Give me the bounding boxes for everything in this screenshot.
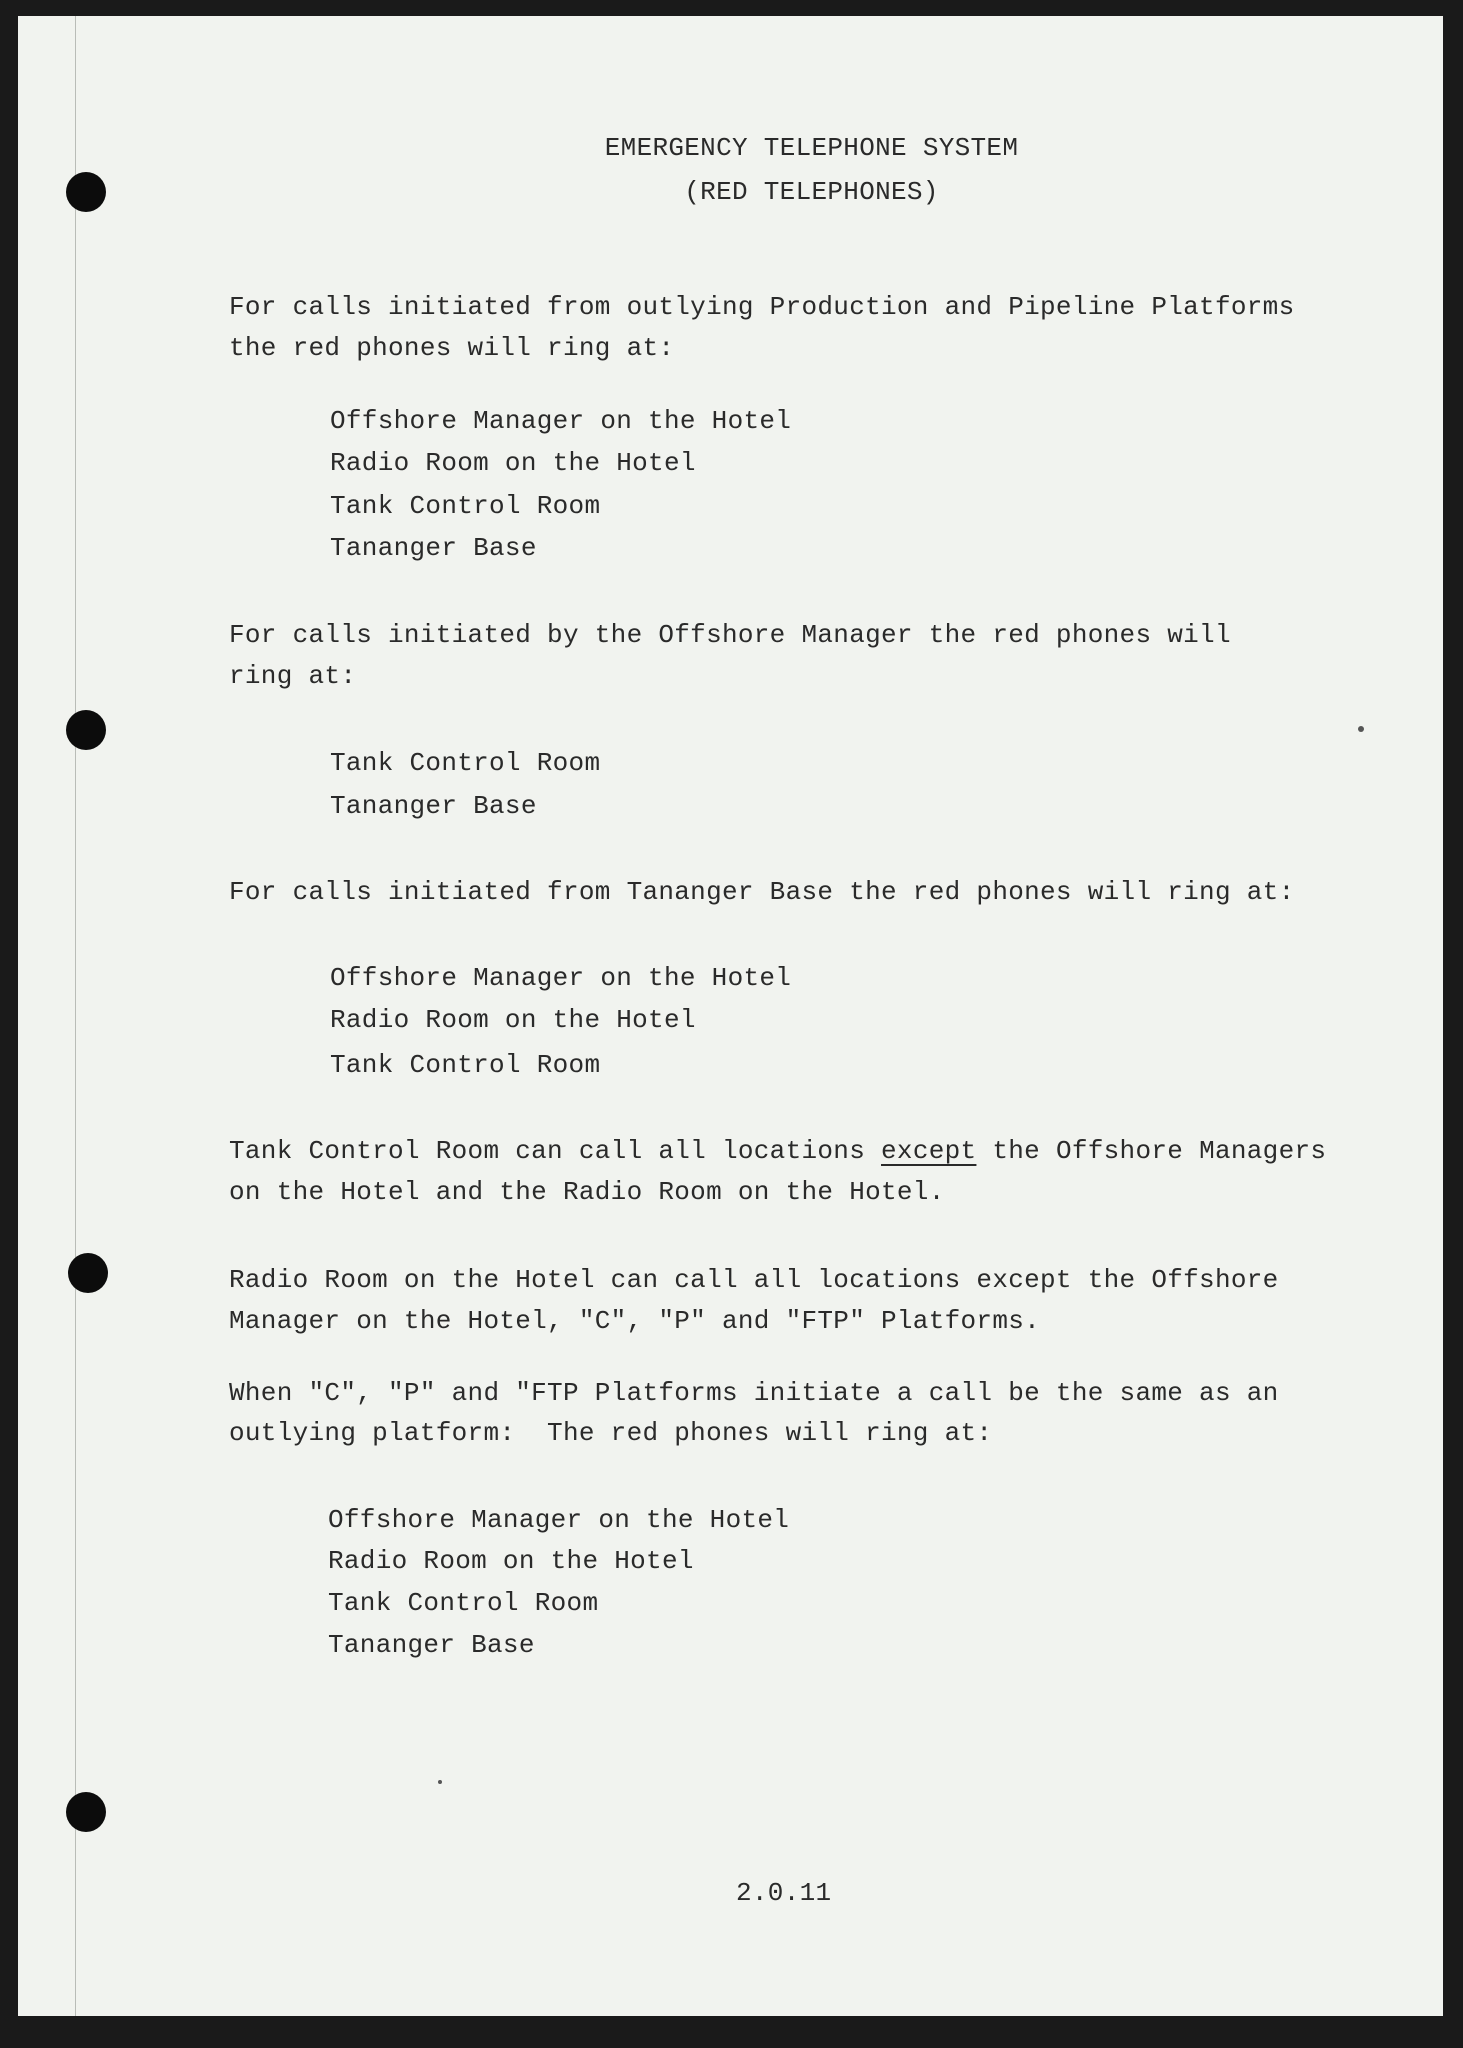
tank-text-post: the Offshore Managers xyxy=(976,1136,1327,1166)
document-subtitle: (RED TELEPHONES) xyxy=(684,177,939,207)
emphasis-except: except xyxy=(881,1136,977,1166)
list-item: Radio Room on the Hotel xyxy=(330,448,696,478)
section-intro-line: For calls initiated from Tananger Base the red phones will ring at: xyxy=(229,877,1295,907)
page-number: 2.0.11 xyxy=(736,1878,832,1908)
list-item: Tank Control Room xyxy=(330,1050,601,1080)
punch-hole xyxy=(66,1792,106,1832)
radio-paragraph-line: Manager on the Hotel, "C", "P" and "FTP" Platforms. xyxy=(229,1306,1041,1336)
section-intro-line: the red phones will ring at: xyxy=(229,333,675,363)
list-item: Offshore Manager on the Hotel xyxy=(330,406,792,436)
list-item: Tank Control Room xyxy=(330,748,601,778)
punch-hole xyxy=(66,710,106,750)
list-item: Tank Control Room xyxy=(328,1588,599,1618)
list-item: Radio Room on the Hotel xyxy=(328,1546,694,1576)
list-item: Tananger Base xyxy=(330,533,537,563)
tank-text-pre: Tank Control Room can call all locations xyxy=(229,1136,882,1166)
radio-paragraph-line: Radio Room on the Hotel can call all locations except the Offshore xyxy=(229,1265,1279,1295)
list-item: Offshore Manager on the Hotel xyxy=(330,963,792,993)
list-item: Tananger Base xyxy=(330,791,537,821)
platforms-paragraph-line: outlying platform: The red phones will ring at: xyxy=(229,1418,993,1448)
tank-paragraph-line: on the Hotel and the Radio Room on the Hotel. xyxy=(229,1177,945,1207)
speck xyxy=(1358,726,1364,732)
list-item: Radio Room on the Hotel xyxy=(330,1005,696,1035)
section-intro-line: For calls initiated by the Offshore Manager the red phones will xyxy=(229,620,1231,650)
margin-line xyxy=(75,16,76,2016)
platforms-paragraph-line: When "C", "P" and "FTP Platforms initiate a call be the same as an xyxy=(229,1378,1279,1408)
speck xyxy=(438,1780,442,1784)
list-item: Tananger Base xyxy=(328,1630,535,1660)
tank-paragraph-line xyxy=(229,1136,1326,1166)
document-title: EMERGENCY TELEPHONE SYSTEM xyxy=(604,133,1019,163)
list-item: Offshore Manager on the Hotel xyxy=(328,1505,790,1535)
section-intro-line: ring at: xyxy=(229,661,357,691)
list-item: Tank Control Room xyxy=(330,491,601,521)
section-intro-line: For calls initiated from outlying Production and Pipeline Platforms xyxy=(229,292,1295,322)
punch-hole xyxy=(68,1253,108,1293)
